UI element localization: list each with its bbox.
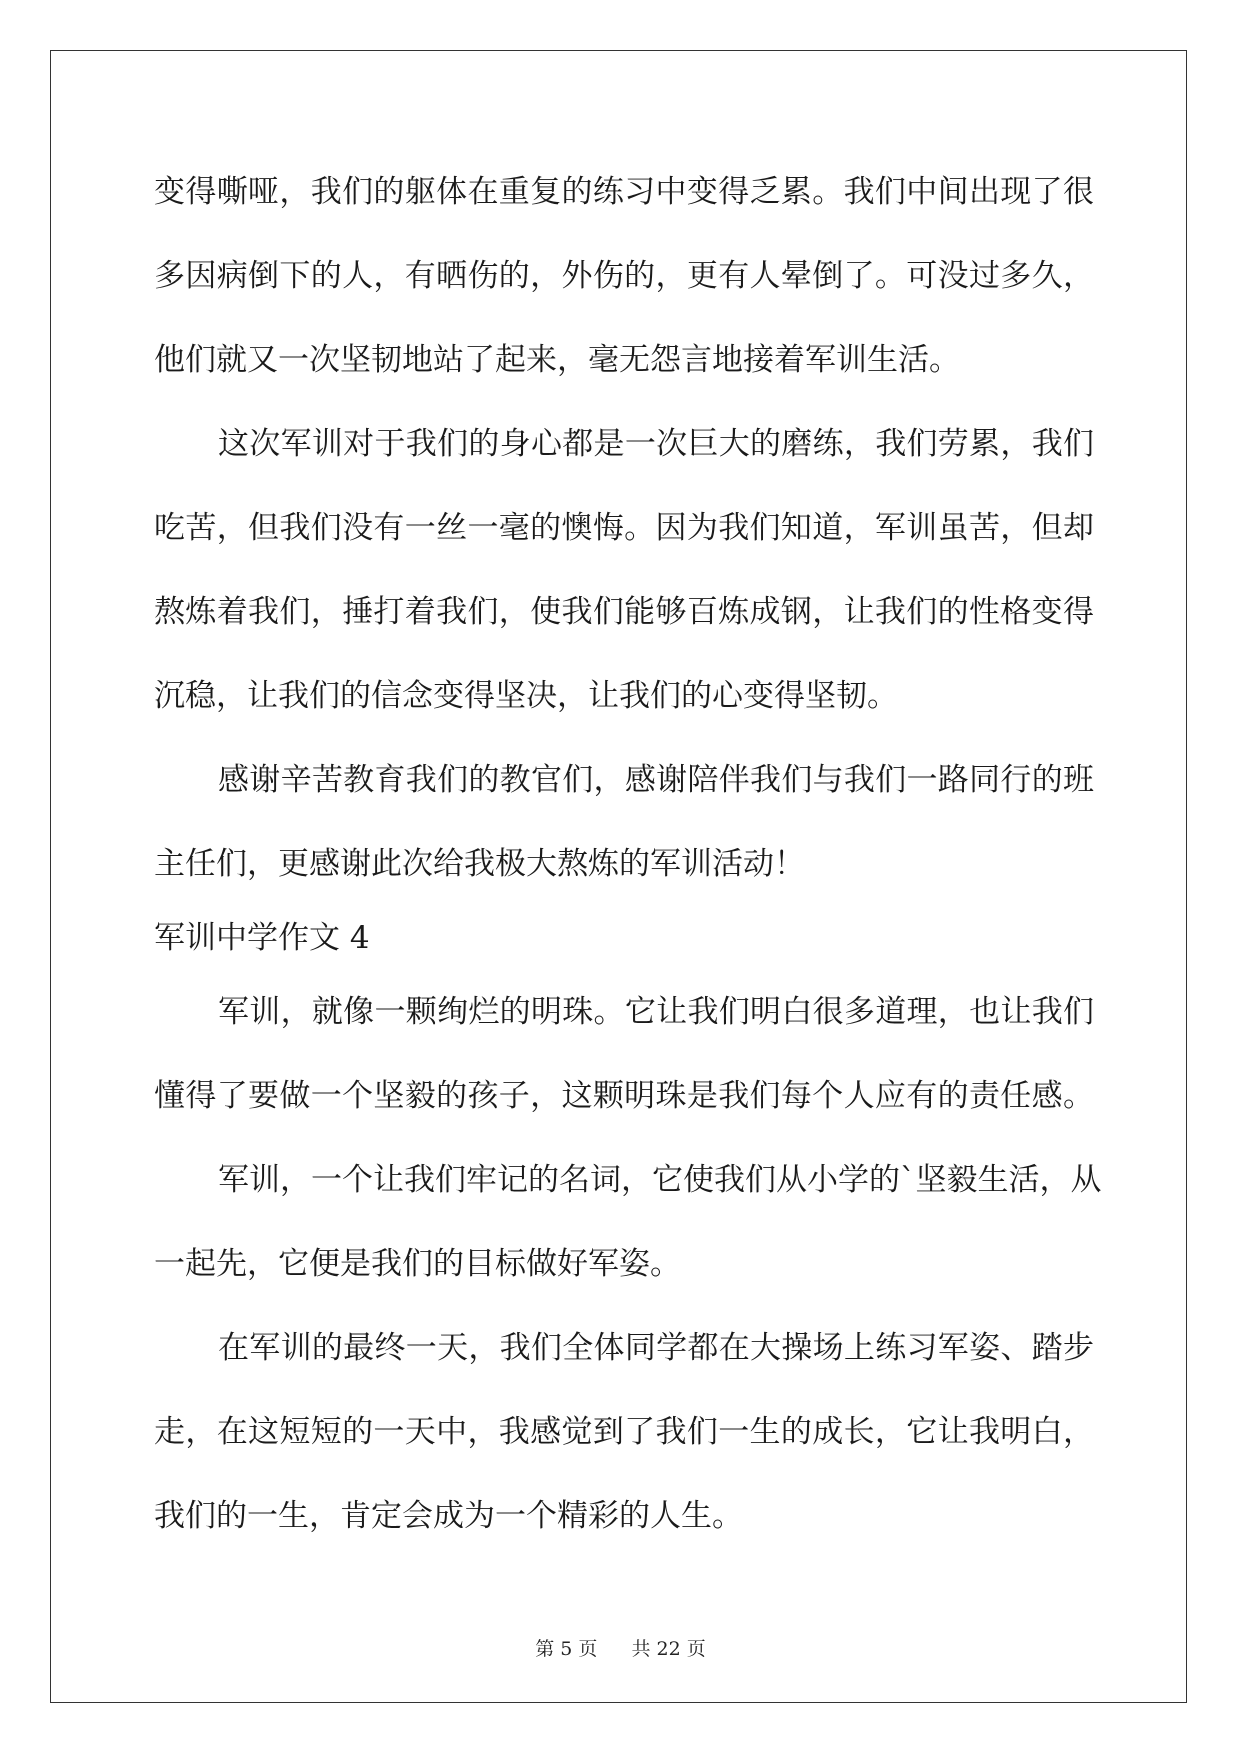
paragraph-line: 在军训的最终一天，我们全体同学都在大操场上练习军姿、踏步 [218,1330,1094,1366]
paragraph-line: 吃苦，但我们没有一丝一毫的懊悔。因为我们知道，军训虽苦，但却 [154,510,1094,546]
paragraph-line: 这次军训对于我们的身心都是一次巨大的磨练，我们劳累，我们 [218,426,1094,462]
paragraph-line: 军训，就像一颗绚烂的明珠。它让我们明白很多道理，也让我们 [218,994,1094,1030]
paragraph-line: 主任们，更感谢此次给我极大熬炼的军训活动！ [154,846,805,882]
paragraph-line: 变得嘶哑，我们的躯体在重复的练习中变得乏累。我们中间出现了很 [154,174,1094,210]
paragraph-line: 多因病倒下的人，有晒伤的，外伤的，更有人晕倒了。可没过多久， [154,258,1094,294]
page-total: 共 22 页 [631,1638,706,1660]
paragraph-line: 沉稳，让我们的信念变得坚决，让我们的心变得坚韧。 [154,678,898,714]
page-number: 第 5 页 [535,1638,598,1660]
document-body [154,150,1102,1558]
section-heading: 军训中学作文 4 [154,920,370,956]
paragraph-line: 感谢辛苦教育我们的教官们，感谢陪伴我们与我们一路同行的班 [218,762,1094,798]
paragraph-line: 军训，一个让我们牢记的名词，它使我们从小学的`坚毅生活，从 [218,1162,1102,1198]
paragraph-line: 懂得了要做一个坚毅的孩子，这颗明珠是我们每个人应有的责任感。 [154,1078,1094,1114]
paragraph-line: 熬炼着我们，捶打着我们，使我们能够百炼成钢，让我们的性格变得 [154,594,1094,630]
paragraph-line: 我们的一生，肯定会成为一个精彩的人生。 [154,1498,743,1534]
paragraph-line: 走，在这短短的一天中，我感觉到了我们一生的成长，它让我明白， [154,1414,1094,1450]
paragraph-line: 一起先，它便是我们的目标做好军姿。 [154,1246,681,1282]
paragraph-line: 他们就又一次坚韧地站了起来，毫无怨言地接着军训生活。 [154,342,960,378]
page-footer [0,1634,1241,1661]
